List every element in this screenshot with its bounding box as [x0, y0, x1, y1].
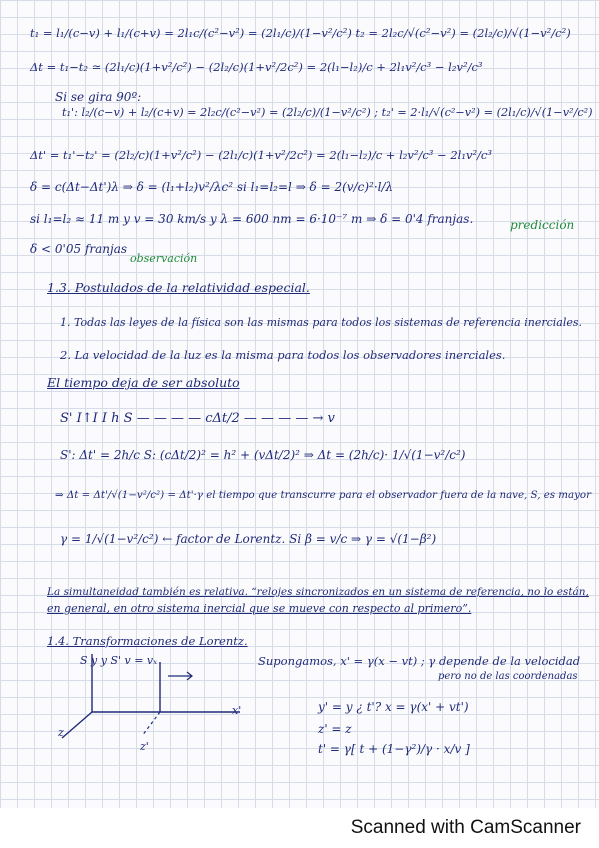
equation-t1-t2: t₁ = l₁/(c−v) + l₁/(c+v) = 2l₁c/(c²−v²) = (2l₁/c)/(1−v²/c²) t₂ = 2l₂c/√(c²−v²) = (2l₂/c)/√(1−v²/c²) — [30, 26, 571, 40]
gamma-note: pero no de las coordenadas — [438, 671, 578, 682]
lorentz-z-transform: z' = z — [318, 722, 352, 736]
measured-fringe: δ < 0'05 franjas — [30, 242, 128, 256]
simultaneity-line-2: en general, en otro sistema inercial que se mueve con respecto al primero”. — [47, 602, 472, 615]
heading-time-not-absolute: El tiempo deja de ser absoluto — [47, 375, 240, 390]
lorentz-y-transform: y' = y ¿ t'? x = γ(x' + vt') — [318, 700, 469, 714]
equation-rotated-times: t₁': l₂/(c−v) + l₂/(c+v) = 2l₂c/(c²−v²) = (2l₂/c)/(1−v²/c²) ; t₂' = 2·l₁/√(c²−v²) = (2l₁/c)/√(1−v²/c²) — [62, 106, 593, 119]
equation-delta-t-prime: Δt' = t₁'−t₂' = (2l₂/c)(1+v²/c²) − (2l₁/c)(1+v²/2c²) = 2(l₁−l₂)/c + l₂v²/c³ − 2l₁v²/c³ — [30, 148, 492, 162]
postulate-1: 1. Todas las leyes de la física son las mismas para todos los sistemas de referencia inerciales. — [60, 316, 583, 329]
axis-label-x-prime: x' — [232, 704, 242, 717]
section-title-lorentz: 1.4. Transformaciones de Lorentz. — [47, 634, 248, 648]
light-clock-sketch: S' I↑I I h S — — — — cΔt/2 — — — — → v — [60, 411, 335, 426]
lorentz-factor: γ = 1/√(1−v²/c²) ← factor de Lorentz. Si β = v/c ⇒ γ = √(1−β²) — [60, 532, 437, 546]
observation-label: observación — [130, 252, 198, 265]
scanner-footer — [0, 808, 599, 848]
axes-labels: S y y S' v = vₓ — [80, 654, 158, 667]
equation-fringe-shift: δ = c(Δt−Δt')λ ⇒ δ = (l₁+l₂)v²/λc² si l₁=l₂=l ⇒ δ = 2(v/c)²·l/λ — [30, 180, 394, 194]
equation-delta-t: Δt = t₁−t₂ ≃ (2l₁/c)(1+v²/c²) − (2l₂/c)(1+v²/2c²) = 2(l₁−l₂)/c + 2l₁v²/c³ − l₂v²/c³ — [30, 60, 483, 74]
scanner-watermark: Scanned with CamScanner — [350, 817, 581, 838]
time-dilation-derivation: S': Δt' = 2h/c S: (cΔt/2)² = h² + (vΔt/2)² ⇒ Δt = (2h/c)· 1/√(1−v²/c²) — [60, 448, 466, 462]
time-dilation-result: ⇒ Δt = Δt'/√(1−v²/c²) = Δt'·γ el tiempo que transcurre para el observador fuera de la nave, S, es mayor — [55, 489, 592, 501]
lorentz-t-transform: t' = γ[ t + (1−γ²)/γ · x/v ] — [318, 742, 470, 756]
simultaneity-line-1: La simultaneidad también es relativa. “relojes sincronizados en un sistema de referencia, no lo están, — [47, 586, 589, 598]
axis-label-z-prime: z' — [140, 740, 149, 753]
axis-label-z: z — [58, 726, 64, 739]
postulate-2: 2. La velocidad de la luz es la misma para todos los observadores inerciales. — [60, 348, 506, 362]
rotation-note: Si se gira 90º: — [55, 90, 142, 104]
prediction-label: predicción — [510, 218, 575, 232]
numeric-prediction: si l₁=l₂ ≈ 11 m y v = 30 km/s y λ = 600 nm = 6·10⁻⁷ m ⇒ δ = 0'4 franjas. — [30, 212, 474, 226]
lorentz-x-transform: Supongamos, x' = γ(x − vt) ; γ depende de la velocidad — [258, 654, 581, 668]
section-title-postulates: 1.3. Postulados de la relatividad especial. — [47, 280, 310, 295]
